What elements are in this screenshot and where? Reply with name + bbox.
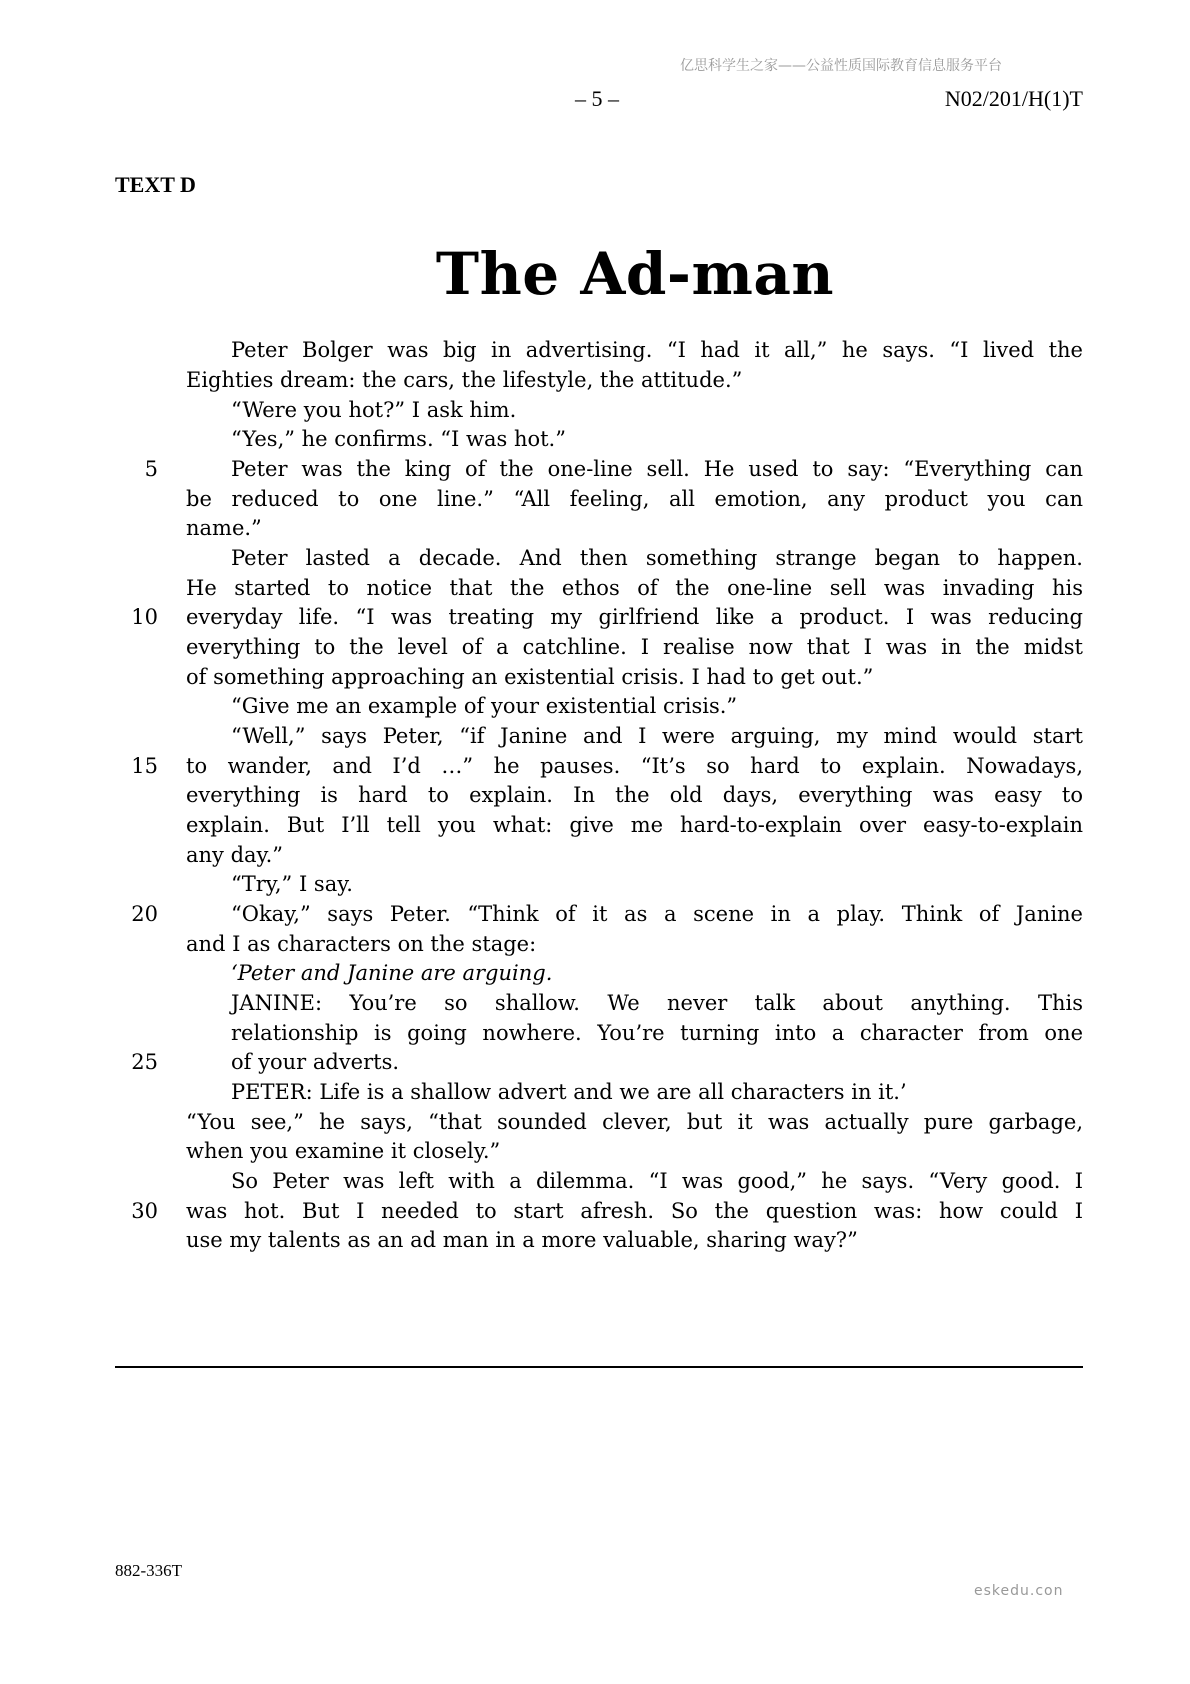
page-number: – 5 – <box>575 86 619 111</box>
text-line: “Try,” I say. <box>231 872 353 896</box>
text-line: Peter lasted a decade. And then something strange began to happen. <box>231 546 1083 570</box>
line-number: 10 <box>131 605 158 629</box>
text-line: when you examine it closely.” <box>186 1139 501 1163</box>
text-line: was hot. But I needed to start afresh. So the question was: how could I <box>186 1199 1083 1223</box>
document-code: N02/201/H(1)T <box>944 86 1083 111</box>
text-line: “Were you hot?” I ask him. <box>231 398 517 422</box>
page-title: The Ad-man <box>435 240 835 308</box>
text-line: “Yes,” he confirms. “I was hot.” <box>231 427 566 451</box>
text-line: Peter was the king of the one-line sell. He used to say: “Everything can <box>231 457 1083 481</box>
text-line: be reduced to one line.” “All feeling, all emotion, any product you can <box>186 487 1083 511</box>
line-number: 15 <box>131 754 158 778</box>
stage-direction: ‘Peter and Janine are arguing. <box>231 961 553 985</box>
watermark-top: 亿思科学生之家——公益性质国际教育信息服务平台 <box>680 58 1002 74</box>
text-line: relationship is going nowhere. You’re turning into a character from one <box>231 1021 1083 1045</box>
text-line: name.” <box>186 516 262 540</box>
text-line: explain. But I’ll tell you what: give me hard-to-explain over easy-to-explain <box>186 813 1083 837</box>
text-line: PETER: Life is a shallow advert and we are all characters in it.’ <box>231 1080 907 1104</box>
text-line: “You see,” he says, “that sounded clever, but it was actually pure garbage, <box>186 1110 1083 1134</box>
text-line: “Okay,” says Peter. “Think of it as a scene in a play. Think of Janine <box>231 902 1083 926</box>
text-line: Peter Bolger was big in advertising. “I had it all,” he says. “I lived the <box>231 338 1083 362</box>
text-line: “Give me an example of your existential crisis.” <box>231 694 738 718</box>
line-number: 25 <box>131 1050 158 1074</box>
text-line: of something approaching an existential crisis. I had to get out.” <box>186 665 874 689</box>
text-line: everything is hard to explain. In the old days, everything was easy to <box>186 783 1083 807</box>
text-line: Eighties dream: the cars, the lifestyle, the attitude.” <box>186 368 743 392</box>
text-line: and I as characters on the stage: <box>186 932 537 956</box>
watermark-bottom: eskedu.con <box>974 1583 1064 1599</box>
text-line: of your adverts. <box>231 1050 400 1074</box>
text-line: “Well,” says Peter, “if Janine and I were arguing, my mind would start <box>231 724 1083 748</box>
text-line: use my talents as an ad man in a more valuable, sharing way?” <box>186 1228 858 1252</box>
text-line: everyday life. “I was treating my girlfriend like a product. I was reducing <box>186 605 1083 629</box>
text-line: everything to the level of a catchline. I realise now that I was in the midst <box>186 635 1083 659</box>
section-label: TEXT D <box>115 172 196 197</box>
line-number: 20 <box>131 902 158 926</box>
text-line: to wander, and I’d …” he pauses. “It’s so hard to explain. Nowadays, <box>186 754 1083 778</box>
text-line: He started to notice that the ethos of the one-line sell was invading his <box>186 576 1083 600</box>
text-line: So Peter was left with a dilemma. “I was good,” he says. “Very good. I <box>231 1169 1083 1193</box>
line-number: 5 <box>144 457 158 481</box>
horizontal-rule <box>115 1366 1083 1368</box>
text-line: any day.” <box>186 843 284 867</box>
text-line: JANINE: You’re so shallow. We never talk about anything. This <box>231 991 1083 1015</box>
footer-code: 882-336T <box>115 1561 183 1580</box>
line-number: 30 <box>131 1199 158 1223</box>
